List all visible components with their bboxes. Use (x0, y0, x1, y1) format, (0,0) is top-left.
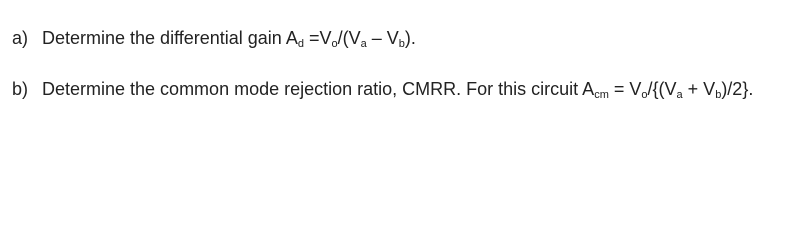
question-a (12, 27, 416, 49)
equation-part: – V (366, 28, 399, 48)
question-label: a) (12, 28, 29, 48)
question-text: Determine the common mode rejection ratio, CMRR. For this circuit A (42, 79, 595, 99)
equation-part: =V (303, 28, 332, 48)
equation-part: + V (682, 79, 716, 99)
subscript-a: a (676, 89, 683, 101)
subscript-output: o (331, 38, 338, 50)
question-b (12, 78, 753, 100)
subscript-a: a (360, 38, 367, 50)
subscript-gain: cm (594, 89, 609, 101)
subscript-b: b (398, 38, 405, 50)
subscript-b: b (715, 89, 722, 101)
subscript-gain: d (297, 38, 304, 50)
subscript-output: o (641, 89, 648, 101)
equation-part: /{(V (647, 79, 677, 99)
equation-part: = V (608, 79, 642, 99)
equation-part: /(V (337, 28, 361, 48)
equation-part: ). (404, 28, 416, 48)
question-label: b) (12, 79, 29, 99)
equation-part: )/2}. (721, 79, 754, 99)
question-text: Determine the differential gain A (42, 28, 298, 48)
